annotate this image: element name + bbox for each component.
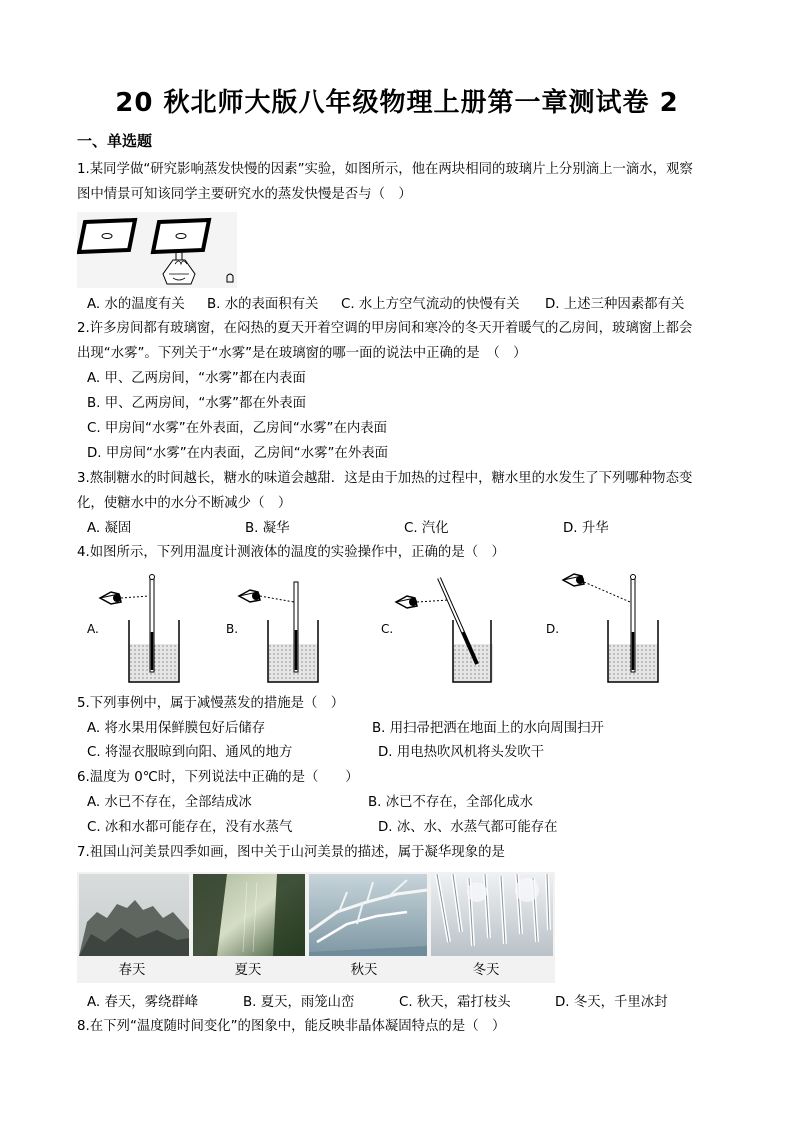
q7-option-b[interactable]: B. 夏天，雨笼山峦 <box>243 995 355 1010</box>
q4-thermometer-b <box>236 580 326 684</box>
q6-option-a[interactable]: A. 水已不存在，全部结成冰 <box>87 795 252 810</box>
q7-caption-summer: 夏天 <box>234 963 262 978</box>
q3-option-a[interactable]: A. 凝固 <box>87 521 132 536</box>
q4-label-a[interactable]: A. <box>87 622 99 636</box>
q1-evaporation-figure <box>77 212 237 288</box>
q1-option-a[interactable]: A. 水的温度有关 <box>87 297 185 312</box>
q2-stem-line2: 出现“水雾”。下列关于“水雾”是在玻璃窗的哪一面的说法中正确的是 （ ） <box>77 346 527 361</box>
q1-stem-line2: 图中情景可知该同学主要研究水的蒸发快慢是否与（ ） <box>77 187 412 202</box>
q7-option-c[interactable]: C. 秋天，霜打枝头 <box>399 995 511 1010</box>
q5-option-b[interactable]: B. 用扫帚把洒在地面上的水向周围扫开 <box>372 721 604 736</box>
q7-stem: 7.祖国山河美景四季如画，图中关于山河美景的描述，属于凝华现象的是 <box>77 845 505 860</box>
q1-option-b[interactable]: B. 水的表面积有关 <box>207 297 319 312</box>
q1-option-c[interactable]: C. 水上方空气流动的快慢有关 <box>341 297 520 312</box>
q4-label-d[interactable]: D. <box>546 622 560 636</box>
q6-stem: 6.温度为 0℃时，下列说法中正确的是（ ） <box>77 770 359 785</box>
q1-stem-line1: 1.某同学做“研究影响蒸发快慢的因素”实验，如图所示，他在两块相同的玻璃片上分别滴上一滴水，观察 <box>77 162 693 177</box>
q4-thermometer-a <box>97 572 187 684</box>
q4-label-c[interactable]: C. <box>381 622 394 636</box>
q4-stem: 4.如图所示，下列用温度计测液体的温度的实验操作中，正确的是（ ） <box>77 545 505 560</box>
section-heading: 一、单选题 <box>77 132 153 150</box>
q2-option-c[interactable]: C. 甲房间“水雾”在外表面，乙房间“水雾”在内表面 <box>87 421 388 436</box>
q6-option-c[interactable]: C. 冰和水都可能存在，没有水蒸气 <box>87 820 293 835</box>
q7-caption-spring: 春天 <box>118 963 146 978</box>
q3-stem-line2: 化，使糖水中的水分不断减少（ ） <box>77 496 292 511</box>
q3-stem-line1: 3.熬制糖水的时间越长，糖水的味道会越甜．这是由于加热的过程中，糖水里的水发生了下列哪种物态变 <box>77 471 693 486</box>
q7-caption-winter: 冬天 <box>472 963 500 978</box>
q2-option-d[interactable]: D. 甲房间“水雾”在内表面，乙房间“水雾”在外表面 <box>87 446 388 461</box>
q7-option-d[interactable]: D. 冬天，千里冰封 <box>555 995 668 1010</box>
q6-option-d[interactable]: D. 冰、水、水蒸气都可能存在 <box>378 820 558 835</box>
q5-option-c[interactable]: C. 将湿衣服晾到向阳、通风的地方 <box>87 745 293 760</box>
page-title: 20 秋北师大版八年级物理上册第一章测试卷 2 <box>115 88 679 118</box>
q3-option-b[interactable]: B. 凝华 <box>245 521 290 536</box>
q4-thermometer-d <box>560 572 664 684</box>
q5-option-a[interactable]: A. 将水果用保鲜膜包好后储存 <box>87 721 266 736</box>
q5-stem: 5.下列事例中，属于减慢蒸发的措施是（ ） <box>77 696 345 711</box>
q2-option-b[interactable]: B. 甲、乙两房间，“水雾”都在外表面 <box>87 396 307 411</box>
q2-stem-line1: 2.许多房间都有玻璃窗，在闷热的夏天开着空调的甲房间和寒冷的冬天开着暖气的乙房间，玻璃窗上都会 <box>77 321 693 336</box>
q3-option-c[interactable]: C. 汽化 <box>404 521 449 536</box>
q6-option-b[interactable]: B. 冰已不存在，全部化成水 <box>368 795 533 810</box>
q8-stem: 8.在下列“温度随时间变化”的图象中，能反映非晶体凝固特点的是（ ） <box>77 1019 506 1034</box>
q7-caption-autumn: 秋天 <box>350 963 378 978</box>
q1-option-d[interactable]: D. 上述三种因素都有关 <box>545 297 685 312</box>
q7-option-a[interactable]: A. 春天，雾绕群峰 <box>87 995 199 1010</box>
q5-option-d[interactable]: D. 用电热吹风机将头发吹干 <box>378 745 545 760</box>
q4-label-b[interactable]: B. <box>226 622 239 636</box>
q2-option-a[interactable]: A. 甲、乙两房间，“水雾”都在内表面 <box>87 371 306 386</box>
q3-option-d[interactable]: D. 升华 <box>563 521 609 536</box>
q4-thermometer-c <box>393 572 493 684</box>
